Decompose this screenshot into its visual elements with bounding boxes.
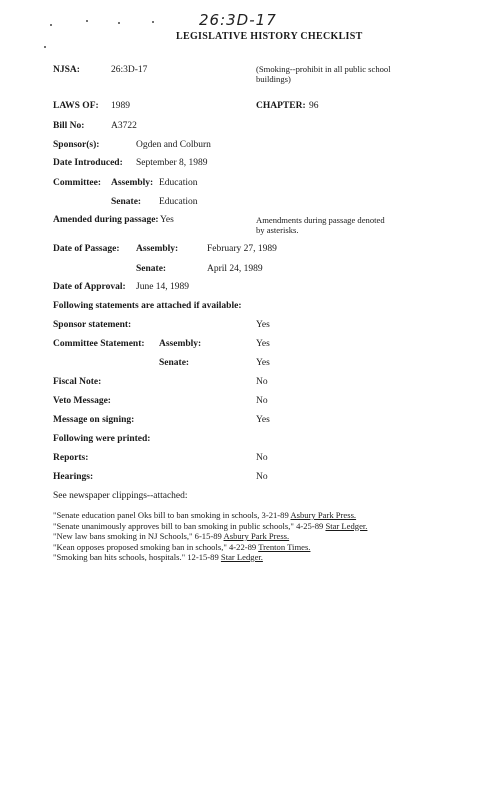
message-on-signing-value: Yes [256,415,270,425]
printed-heading: Following were printed: [53,434,151,444]
amended-note: Amendments during passage denoted by asterisks. [256,215,385,235]
clipping-title: "Senate education panel Oks bill to ban smoking in schools, 3-21-89 [53,510,291,520]
veto-message-value: No [256,396,268,406]
passage-assembly-label: Assembly: [136,244,179,254]
njsa-label: NJSA: [53,65,80,75]
clipping-title: "Senate unanimously approves bill to ban smoking in public schools," 4-25-89 [53,520,326,531]
committee-assembly-value: Education [159,178,198,188]
committee-assembly-label: Assembly: [111,178,154,188]
page-title: LEGISLATIVE HISTORY CHECKLIST [176,31,363,42]
clipping-title: "New law bans smoking in NJ Schools," 6-15-89 [53,531,224,541]
hearings-value: No [256,472,268,482]
committee-statement-senate-label: Senate: [159,358,190,368]
scan-speck [86,20,88,22]
laws-of-label: LAWS OF: [53,101,99,111]
njsa-value: 26:3D-17 [111,65,148,75]
clippings-heading: See newspaper clippings--attached: [53,491,188,501]
fiscal-note-value: No [256,377,268,387]
committee-statement-assembly-label: Assembly: [159,339,202,349]
clipping-source: Star Ledger. [325,520,368,531]
clipping-title: "Smoking ban hits schools, hospitals." 12-15-89 [53,552,221,562]
committee-senate-value: Education [159,197,198,207]
clipping-source: Star Ledger. [220,552,263,562]
sponsor-statement-value: Yes [256,320,270,330]
handwritten-number: 26:3D-17 [199,11,277,29]
date-introduced-label: Date Introduced: [53,158,123,168]
bill-no-value: A3722 [111,121,137,131]
scan-speck [118,22,120,24]
njsa-note: (Smoking--prohibit in all public school buildings) [256,64,391,84]
scan-speck [152,21,154,23]
reports-value: No [256,453,268,463]
amended-value: Yes [160,215,174,225]
clipping-item [53,542,310,553]
laws-of-value: 1989 [111,101,130,111]
date-of-approval-value: June 14, 1989 [136,282,190,292]
reports-label: Reports: [53,453,89,463]
passage-senate-label: Senate: [136,264,167,274]
scan-speck [44,46,46,48]
passage-senate-value: April 24, 1989 [207,264,263,274]
chapter-value: 96 [309,101,319,111]
veto-message-label: Veto Message: [53,396,111,406]
clipping-title: "Kean opposes proposed smoking ban in schools," 4-22-89 [53,541,259,552]
date-of-passage-label: Date of Passage: [53,244,120,254]
committee-statement-label: Committee Statement: [53,339,145,349]
amended-label: Amended during passage: [53,215,159,225]
clipping-source: Asbury Park Press. [223,531,290,541]
date-of-approval-label: Date of Approval: [53,282,126,292]
clipping-item [53,510,356,521]
clipping-source: Asbury Park Press. [290,510,357,520]
scan-speck [50,24,52,26]
chapter-label: CHAPTER: [256,101,306,111]
committee-statement-assembly-value: Yes [256,339,270,349]
clipping-source: Trenton Times. [258,541,311,552]
date-introduced-value: September 8, 1989 [136,158,208,168]
sponsor-statement-label: Sponsor statement: [53,320,132,330]
message-on-signing-label: Message on signing: [53,415,135,425]
bill-no-label: Bill No: [53,121,85,131]
hearings-label: Hearings: [53,472,94,482]
attached-heading: Following statements are attached if available: [53,301,242,311]
committee-senate-label: Senate: [111,197,142,207]
clipping-item [53,521,367,532]
sponsors-value: Ogden and Colburn [136,140,211,150]
committee-label: Committee: [53,178,102,188]
clipping-item [53,531,289,542]
passage-assembly-value: February 27, 1989 [207,244,277,254]
sponsors-label: Sponsor(s): [53,140,100,150]
committee-statement-senate-value: Yes [256,358,270,368]
clipping-item [53,552,263,563]
fiscal-note-label: Fiscal Note: [53,377,102,387]
